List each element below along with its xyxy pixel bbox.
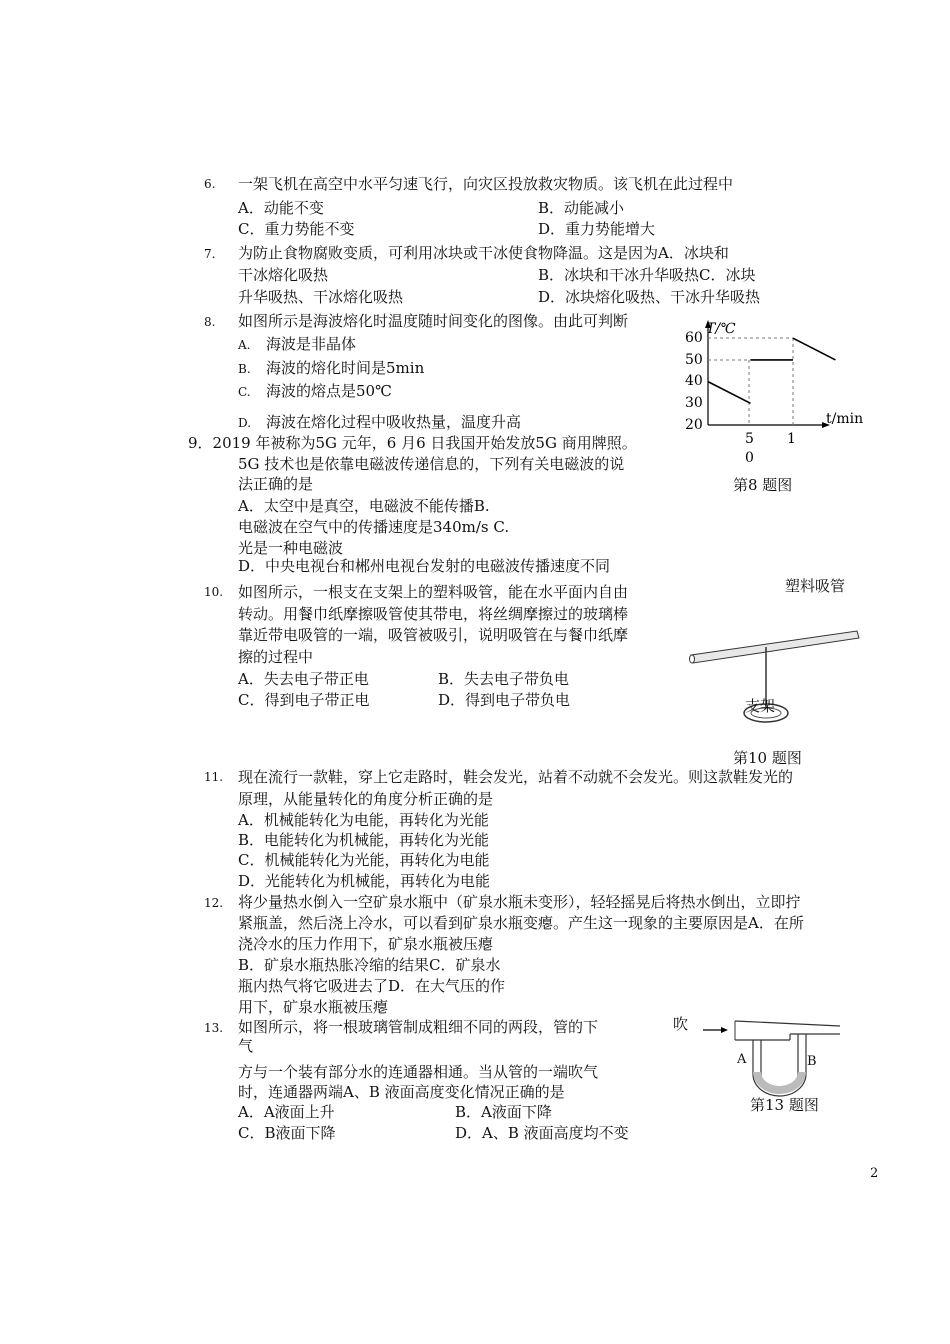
q13-option-c: C．B液面下降 [238,1124,336,1142]
q13-option-d: D．A、B 液面高度均不变 [455,1124,629,1142]
q12-line6: 用下，矿泉水瓶被压瘪 [238,998,389,1016]
q8-option-c: 海波的熔点是50℃ [266,382,392,400]
q6-stem: 一架飞机在高空中水平匀速飞行，向灾区投放救灾物质。该飞机在此过程中 [238,175,734,193]
q12-number: 12. [204,896,224,910]
q9-line1: 9．2019 年被称为5G 元年，6 月6 日我国开始发放5G 商用牌照。 [188,434,637,452]
q10-line3: 靠近带电吸管的一端，吸管被吸引，说明吸管在与餐巾纸摩 [238,626,629,644]
q9-line5: 电磁波在空气中的传播速度是340m/s C. [238,518,510,536]
q6-option-b: B．动能减小 [538,199,625,217]
chart-x-tick-5: 5 [745,431,754,447]
q10-line1: 如图所示，一根支在支架上的塑料吸管，能在水平面内自由 [238,583,629,601]
q13-line2: 方与一个装有部分水的连通器相通。当从管的一端吹气 [238,1063,599,1081]
q7-number: 7. [204,247,216,261]
chart-series-segment-0 [708,382,751,404]
q11-option-a: A．机械能转化为电能，再转化为光能 [238,811,489,829]
chart-y-tick-60: 60 [685,330,703,346]
q6-option-c: C．重力势能不变 [238,220,355,238]
blow-arrowhead [721,1027,728,1033]
q13-line3: 时，连通器两端A、B 液面高度变化情况正确的是 [238,1083,565,1101]
q10-option-b: B．失去电子带负电 [438,670,570,688]
q7-line3a: 升华吸热、干冰熔化吸热 [238,288,404,306]
chart-x-tick-sub: 0 [745,450,754,466]
q8-option-b: 海波的熔化时间是5min [266,359,425,377]
q13-label-b: B [807,1054,817,1069]
q8-stem: 如图所示是海波熔化时温度随时间变化的图像。由此可判断 [238,312,629,330]
straw-end [690,655,695,663]
chart-series-segment-2 [793,338,836,360]
q10-option-d: D．得到电子带负电 [438,691,571,709]
q13-line1b: 气 [238,1037,254,1055]
chart-y-tick-30: 30 [685,395,703,411]
q13-option-a: A．A液面上升 [238,1103,335,1121]
q11-number: 11. [204,770,224,784]
q8-b-letter: B. [238,362,251,376]
water [753,1072,806,1094]
q12-line4: B．矿泉水瓶热胀冷缩的结果C．矿泉水 [238,956,501,974]
q8-temperature-chart [675,315,875,475]
q7-line2b: B．冰块和干冰升华吸热C．冰块 [538,266,756,284]
q6-option-d: D．重力势能增大 [538,220,656,238]
q7-line2a: 干冰熔化吸热 [238,266,329,284]
q10-line4: 擦的过程中 [238,648,314,666]
q12-line2: 紧瓶盖，然后浇上冷水，可以看到矿泉水瓶变瘪。产生这一现象的主要原因是A．在所 [238,914,804,932]
chart-y-tick-40: 40 [685,373,703,389]
q6-number: 6. [204,177,216,191]
q13-tube-figure [695,1012,845,1102]
q12-line1: 将少量热水倒入一空矿泉水瓶中（矿泉水瓶未变形），轻轻摇晃后将热水倒出，立即拧 [238,893,801,911]
q13-number: 13. [204,1021,224,1035]
page-number: 2 [870,1166,879,1181]
q8-a-letter: A. [238,338,251,352]
chart-y-tick-50: 50 [685,352,703,368]
q8-d-letter: D. [238,416,252,430]
q10-line2: 转动。用餐巾纸摩擦吸管使其带电，将丝绸摩擦过的玻璃棒 [238,605,629,623]
q13-option-b: B．A液面下降 [455,1103,552,1121]
q6-option-a: A．动能不变 [238,199,324,217]
q11-line1: 现在流行一款鞋，穿上它走路时，鞋会发光，站着不动就不会发光。则这款鞋发光的 [238,768,794,786]
q11-option-c: C．机械能转化为光能，再转化为电能 [238,851,490,869]
q8-option-a: 海波是非晶体 [266,335,357,353]
q10-straw-label: 塑料吸管 [785,577,846,595]
q10-number: 10. [204,585,224,599]
q9-line2: 5G 技术也是依靠电磁波传递信息的，下列有关电磁波的说 [238,455,625,473]
q9-line4: A．太空中是真空，电磁波不能传播B. [238,497,490,515]
q13-blow-label: 吹 [673,1015,689,1033]
q8-number: 8. [204,315,216,329]
q11-option-d: D．光能转化为机械能，再转化为电能 [238,872,491,890]
q10-stand-label: 支架 [745,697,776,715]
q8-option-d: 海波在熔化过程中吸收热量，温度升高 [266,413,522,431]
q8-figure-caption: 第8 题图 [733,476,793,494]
chart-x-label: t/min [826,411,864,427]
q9-line3: 法正确的是 [238,475,314,493]
q13-figure-caption: 第13 题图 [750,1096,819,1114]
q9-line7: D．中央电视台和郴州电视台发射的电磁波传播速度不同 [238,557,611,575]
q11-option-b: B．电能转化为机械能，再转化为光能 [238,831,490,849]
q11-line2: 原理，从能量转化的角度分析正确的是 [238,790,494,808]
q10-option-a: A．失去电子带正电 [238,670,369,688]
q10-straw-figure [685,625,865,745]
q13-label-a: A [737,1052,747,1067]
chart-y-tick-20: 20 [685,417,703,433]
q7-line3b: D．冰块熔化吸热、干冰升华吸热 [538,288,761,306]
straw [691,631,859,663]
q10-figure-caption: 第10 题图 [733,749,802,767]
chart-x-tick-10: 1 [787,431,796,447]
q9-line6: 光是一种电磁波 [238,539,344,557]
q7-line1: 为防止食物腐败变质，可利用冰块或干冰使食物降温。这是因为A．冰块和 [238,244,729,262]
chart-y-label: T/℃ [706,321,736,337]
q12-line5: 瓶内热气将它吸进去了D．在大气压的作 [238,977,506,995]
q12-line3: 浇冷水的压力作用下，矿泉水瓶被压瘪 [238,935,494,953]
q8-c-letter: C. [238,385,251,399]
q13-line1: 如图所示，将一根玻璃管制成粗细不同的两段，管的下 [238,1018,599,1036]
q10-option-c: C．得到电子带正电 [238,691,370,709]
